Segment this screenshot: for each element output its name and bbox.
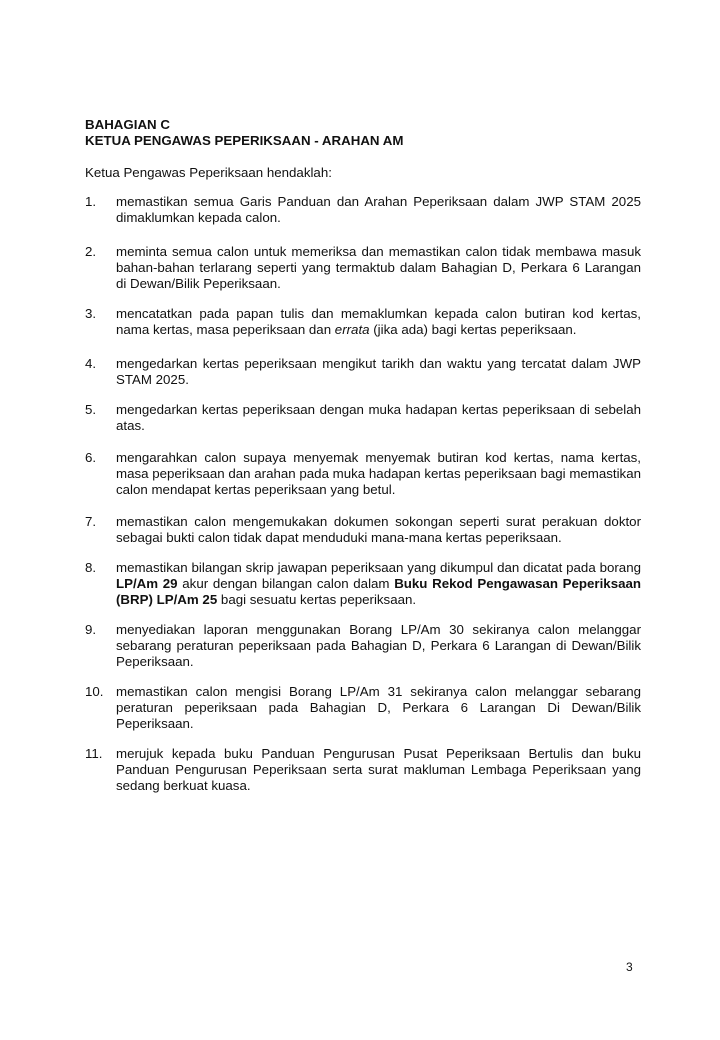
item-text: mengedarkan kertas peperiksaan mengikut tarikh dan waktu yang tercatat dalam JWP STAM 2025. [116,356,641,387]
item-number: 3. [85,306,97,321]
item-number: 1. [85,194,97,209]
item-number: 8. [85,560,97,575]
instruction-list [85,194,641,808]
item-text: meminta semua calon untuk memeriksa dan memastikan calon tidak membawa masuk bahan-bahan terlarang seperti yang termaktub dalam Bahagian D, Perkara 6 Larangan di Dewan/Bilik Peperiksaan. [116,244,641,291]
list-item [85,560,641,622]
page-number: 3 [626,960,633,974]
item-text: merujuk kepada buku Panduan Pengurusan Pusat Peperiksaan Bertulis dan buku Panduan Pengurusan Peperiksaan serta surat makluman Lembaga Peperiksaan yang sedang berkuat kuasa. [116,746,641,793]
item-number: 5. [85,402,97,417]
item-number: 9. [85,622,97,637]
section-heading [85,117,403,149]
list-item [85,684,641,746]
item-number: 7. [85,514,97,529]
list-item [85,356,641,402]
item-text-part: akur dengan bilangan calon dalam [177,576,395,591]
item-text: mengarahkan calon supaya menyemak menyemak butiran kod kertas, nama kertas, masa peperiksaan dan arahan pada muka hadapan kertas peperiksaan bagi memastikan calon mendapat kertas peperiksaan yang betul. [116,450,641,497]
list-item [85,746,641,808]
intro-text: Ketua Pengawas Peperiksaan hendaklah: [85,165,332,180]
item-text [116,560,641,622]
item-text: menyediakan laporan menggunakan Borang LP/Am 30 sekiranya calon melanggar sebarang peraturan peperiksaan pada Bahagian D, Perkara 6 Larangan di Dewan/Bilik Peperiksaan. [116,622,641,669]
item-number: 6. [85,450,97,465]
item-number: 4. [85,356,97,371]
item-text-italic: errata [334,322,370,337]
item-text-part: (jika ada) bagi kertas peperiksaan. [369,322,577,337]
item-number: 2. [85,244,97,259]
item-text-part: bagi sesuatu kertas peperiksaan. [217,592,417,607]
item-text-bold: Buku Rekod Pengawasan Peperiksaan (BRP) LP/Am 25 [116,576,642,607]
item-text: memastikan calon mengemukakan dokumen sokongan seperti surat perakuan doktor sebagai bukti calon tidak dapat menduduki mana-mana kertas peperiksaan. [116,514,641,545]
section-title: BAHAGIAN C [85,117,170,132]
list-item [85,194,641,244]
item-number: 11. [85,746,103,761]
list-item [85,402,641,450]
list-item [85,244,641,306]
list-item [85,514,641,560]
list-item [85,622,641,684]
item-text-part: memastikan bilangan skrip jawapan peperiksaan yang dikumpul dan dicatat pada borang [116,560,641,575]
section-subtitle: KETUA PENGAWAS PEPERIKSAAN - ARAHAN AM [85,133,404,148]
item-text-bold: LP/Am 29 [116,576,178,591]
item-number: 10. [85,684,104,699]
item-text: memastikan semua Garis Panduan dan Arahan Peperiksaan dalam JWP STAM 2025 dimaklumkan kepada calon. [116,194,641,225]
list-item [85,306,641,356]
list-item [85,450,641,514]
item-text: mengedarkan kertas peperiksaan dengan muka hadapan kertas peperiksaan di sebelah atas. [116,402,641,433]
item-text [116,306,641,356]
item-text-part: mencatatkan pada papan tulis dan memaklumkan kepada calon butiran kod kertas, nama kertas, masa peperiksaan dan [116,306,641,337]
item-text: memastikan calon mengisi Borang LP/Am 31 sekiranya calon melanggar sebarang peraturan peperiksaan pada Bahagian D, Perkara 6 Larangan Di Dewan/Bilik Peperiksaan. [116,684,641,731]
